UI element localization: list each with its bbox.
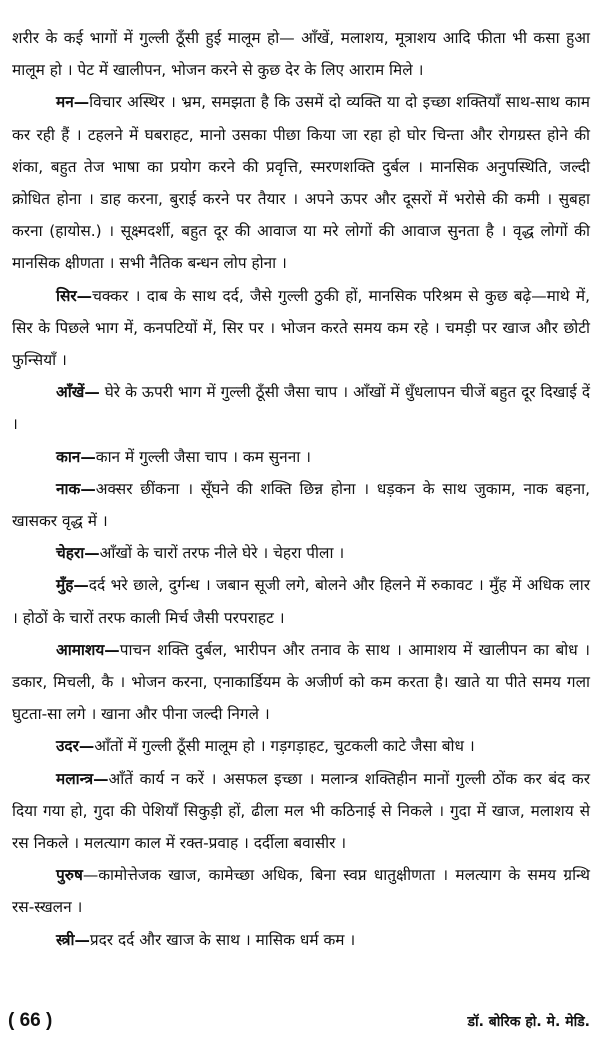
intro-paragraph	[12, 22, 590, 86]
section-heading: सिर—	[56, 286, 93, 305]
section-text: —कामोत्तेजक खाज, कामेच्छा अधिक, बिना स्वप्न धातुक्षीणता । मलत्याग के समय ग्रन्थि रस-स्खलन ।	[12, 866, 590, 917]
section-male	[12, 859, 590, 923]
section-text: अक्सर छींकना । सूँघने की शक्ति छिन्न होना । धड़कन के साथ जुकाम, नाक बहना, खासकर वृद्ध में ।	[12, 479, 590, 531]
section-heading: मलान्त्र—	[56, 769, 109, 788]
section-eyes	[12, 376, 590, 440]
section-text: आँतें कार्य न करें । असफल इच्छा । मलान्त्र शक्तिहीन मानों गुल्ली ठोंक कर बंद कर दिया गया हो, गुदा की पेशियाँ सिकुड़ी हों, ढीला मल भी कठिनाई से निकले । गुदा में खाज, मलाशय से रस निकले । मलत्याग काल में रक्त-प्रवाह । दर्दीला बवासीर ।	[12, 769, 590, 853]
section-heading: मन—	[56, 93, 90, 112]
section-text: कान में गुल्ली जैसा चाप । कम सुनना ।	[95, 447, 311, 466]
section-heading: चेहरा—	[56, 544, 100, 563]
section-heading: पुरुष	[56, 866, 83, 885]
section-heading: स्त्री—	[56, 930, 90, 949]
book-title: डॉ. बोरिक हो. मे. मेडि.	[467, 1013, 590, 1030]
section-text: पाचन शक्ति दुर्बल, भारीपन और तनाव के साथ । आमाशय में खालीपन का बोध । डकार, मिचली, कै । भोजन करना, एनाकार्डियम के अजीर्ण को कम करता है। खाते या पीते समय गला घुटता-सा लगे । खाना और पीना जल्दी निगले ।	[12, 640, 590, 724]
section-heading: नाक—	[56, 479, 96, 498]
section-heading: उदर—	[56, 737, 95, 756]
section-heading: आमाशय—	[56, 640, 120, 659]
section-text: आँखों के चारों तरफ नीले घेरे । चेहरा पीला ।	[99, 544, 345, 563]
section-heading: आँखें—	[56, 383, 100, 402]
section-face	[12, 537, 590, 569]
section-female	[12, 924, 590, 956]
section-head	[12, 280, 590, 377]
section-abdomen	[12, 730, 590, 762]
section-text: चक्कर । दाब के साथ दर्द, जैसे गुल्ली ठुकी हों, मानसिक परिश्रम से कुछ बढ़े—माथे में, सिर के पिछले भाग में, कनपटियों में, सिर पर । भोजन करते समय कम रहे । चमड़ी पर खाज और छोटी फुन्सियाँ ।	[12, 286, 590, 370]
section-text: घेरे के ऊपरी भाग में गुल्ली ठूँसी जैसा चाप । आँखों में धुँधलापन चीजें बहुत दूर दिखाई दें ।	[12, 383, 590, 434]
section-text: विचार अस्थिर । भ्रम, समझता है कि उसमें दो व्यक्ति या दो इच्छा शक्तियाँ साथ-साथ काम कर रही हैं । टहलने में घबराहट, मानो उसका पीछा किया जा रहा हो घोर चिन्ता और रोगग्रस्त होने की शंका, बहुत तेज भाषा का प्रयोग करने की प्रवृत्ति, स्मरणशक्ति दुर्बल । मानसिक अनुपस्थिति, जल्दी क्रोधित होना । डाह करना, बुराई करने पर तैयार । अपने ऊपर और दूसरों में भरोसे की कमी । सुबहा करना (हायोस.) । सूक्ष्मदर्शी, बहुत दूर की आवाज या मरे लोगों की आवाज सुनता है । वृद्ध लोगों की मानसिक क्षीणता । सभी नैतिक बन्धन लोप होना ।	[12, 93, 590, 273]
section-text: प्रदर दर्द और खाज के साथ । मासिक धर्म कम ।	[89, 930, 356, 949]
page-footer	[8, 1010, 590, 1032]
section-text: शरीर के कई भागों में गुल्ली ठूँसी हुई मालूम हो— आँखें, मलाशय, मूत्राशय आदि फीता भी कसा हुआ मालूम हो । पेट में खालीपन, भोजन करने से कुछ देर के लिए आराम मिले ।	[12, 29, 590, 80]
section-text: आँतों में गुल्ली ठूँसी मालूम हो । गड़गड़ाहट, चुटकली काटे जैसा बोध ।	[94, 737, 475, 756]
page-number: ( 66 )	[8, 1010, 53, 1031]
section-mind	[12, 86, 590, 279]
section-mouth	[12, 569, 590, 633]
section-stomach	[12, 634, 590, 731]
section-text: दर्द भरे छाले, दुर्गन्ध । जबान सूजी लगे, बोलने और हिलने में रुकावट । मुँह में अधिक लार । होठों के चारों तरफ काली मिर्च जैसी परपराहट ।	[12, 576, 590, 627]
section-heading: कान—	[56, 447, 96, 466]
section-rectum	[12, 763, 590, 860]
section-heading: मुँह—	[56, 576, 89, 595]
section-nose	[12, 473, 590, 537]
section-ears	[12, 441, 590, 473]
